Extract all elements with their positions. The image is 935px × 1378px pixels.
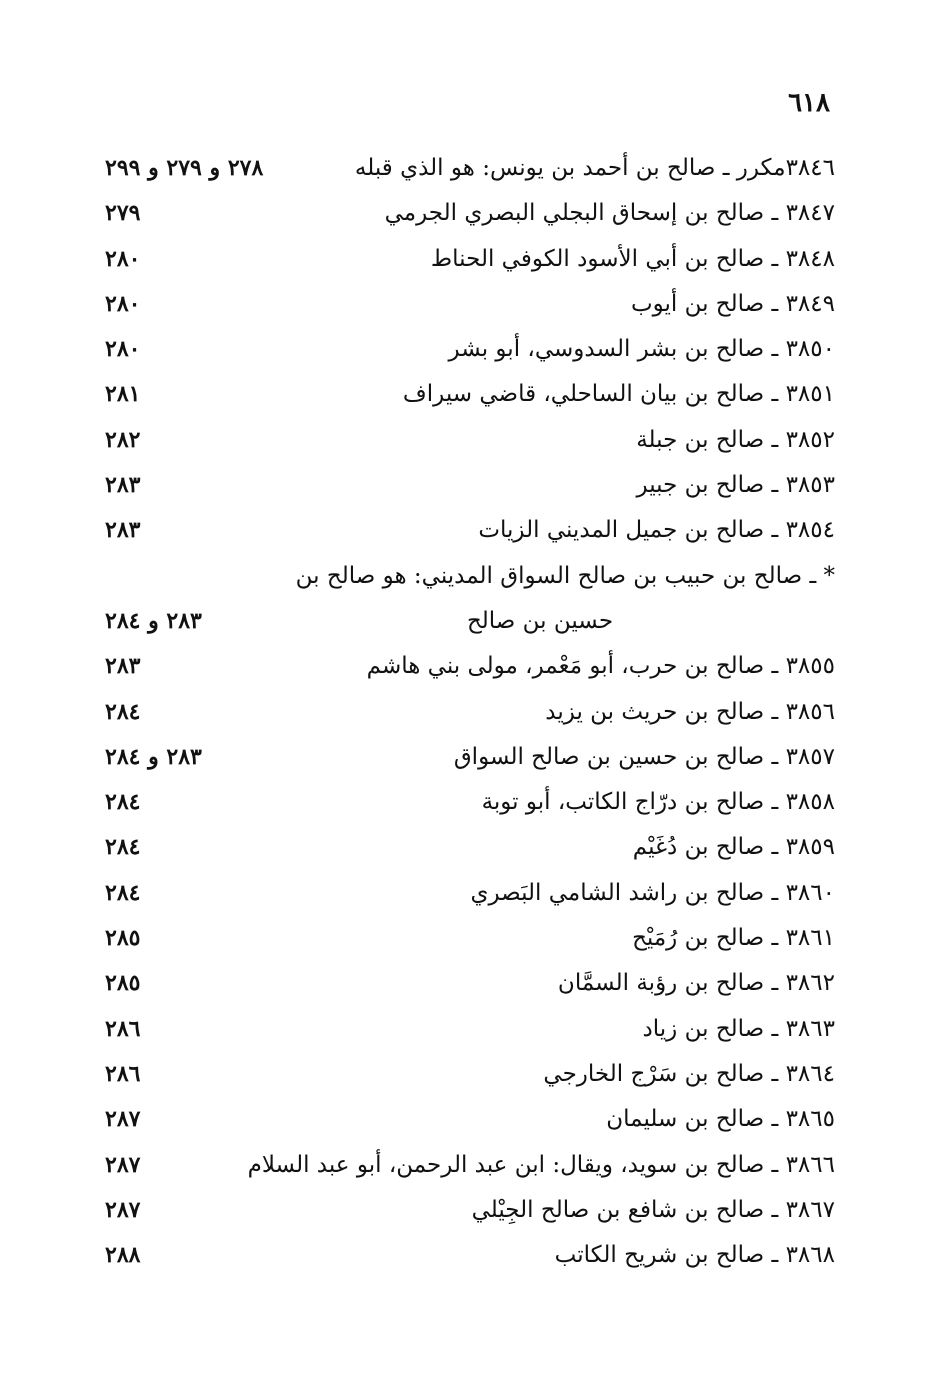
- index-entry: [105, 690, 835, 735]
- entry-title: ٣٨٦٣ ـ صالح بن زياد: [642, 1015, 835, 1042]
- entry-page-refs: ٢٧٩: [105, 200, 141, 227]
- index-entry: [105, 1233, 835, 1278]
- entry-title: ٣٨٥٦ ـ صالح بن حريث بن يزيد: [545, 698, 835, 725]
- entry-page-refs: ٢٨٠: [105, 290, 141, 317]
- entry-title: ٣٨٤٦مكرر ـ صالح بن أحمد بن يونس: هو الذي قبله: [354, 155, 835, 181]
- index-entry: [105, 825, 835, 870]
- entry-page-refs: ٢٨٧: [105, 1106, 141, 1133]
- entry-page-refs: ٢٨٣ و ٢٨٤: [105, 607, 202, 634]
- index-entry: [105, 1143, 835, 1188]
- entry-page-refs: ٢٨٣: [105, 653, 141, 680]
- index-entry: [105, 1052, 835, 1097]
- entry-title: * ـ صالح بن حبيب بن صالح السواق المديني: هو صالح بن: [295, 562, 835, 589]
- entry-page-refs: ٢٨٥: [105, 925, 141, 952]
- entry-title: ٣٨٦٦ ـ صالح بن سويد، ويقال: ابن عبد الرحمن، أبو عبد السلام: [247, 1151, 835, 1178]
- entry-page-refs: ٢٨٤: [105, 879, 141, 906]
- entry-page-refs: ٢٨٠: [105, 245, 141, 272]
- entry-title: ٣٨٥٩ ـ صالح بن دُغَيْم: [632, 834, 835, 861]
- entry-title: ٣٨٥٣ ـ صالح بن جبير: [636, 472, 835, 499]
- page-number: ٦١٨: [788, 88, 830, 118]
- entry-page-refs: ٢٨١: [105, 381, 141, 408]
- entry-title: ٣٨٥٤ ـ صالح بن جميل المديني الزيات: [478, 517, 835, 544]
- entry-title: ٣٨٥٥ ـ صالح بن حرب، أبو مَعْمر، مولى بني هاشم: [366, 653, 835, 680]
- index-entry: [105, 237, 835, 282]
- index-entry: [105, 961, 835, 1006]
- entry-page-refs: ٢٨٨: [105, 1242, 141, 1269]
- index-entry: [105, 1007, 835, 1052]
- entry-title: ٣٨٥٢ ـ صالح بن جبلة: [636, 426, 835, 453]
- entry-page-refs: ٢٨٤: [105, 698, 141, 725]
- entry-title: حسين بن صالح: [466, 607, 614, 634]
- index-entry: [105, 463, 835, 508]
- index-list: [105, 146, 835, 1278]
- entry-title: ٣٨٥٠ ـ صالح بن بشر السدوسي، أبو بشر: [448, 336, 835, 363]
- entry-title: ٣٨٦٠ ـ صالح بن راشد الشامي البَصري: [470, 879, 835, 906]
- entry-page-refs: ٢٧٨ و ٢٧٩ و ٢٩٩: [105, 155, 264, 181]
- index-entry: [105, 418, 835, 463]
- entry-page-refs: ٢٨٤: [105, 834, 141, 861]
- entry-page-refs: ٢٨٢: [105, 426, 141, 453]
- entry-title: ٣٨٥٧ ـ صالح بن حسين بن صالح السواق: [453, 743, 835, 770]
- entry-page-refs: ٢٨٣: [105, 472, 141, 499]
- index-entry: [105, 1188, 835, 1233]
- index-entry: [105, 146, 835, 191]
- entry-title: ٣٨٦٤ ـ صالح بن سَرْج الخارجي: [543, 1060, 835, 1087]
- entry-page-refs: ٢٨٣: [105, 517, 141, 544]
- index-entry: [105, 327, 835, 372]
- index-entry: [105, 780, 835, 825]
- entry-title: ٣٨٦٧ ـ صالح بن شافع بن صالح الجِيْلي: [471, 1196, 835, 1223]
- entry-page-refs: ٢٨٠: [105, 336, 141, 363]
- index-entry: [105, 871, 835, 916]
- index-entry: [105, 916, 835, 961]
- index-entry: [105, 644, 835, 689]
- index-entry: [105, 735, 835, 780]
- index-entry: [105, 599, 835, 644]
- index-entry: [105, 191, 835, 236]
- entry-title: ٣٨٤٩ ـ صالح بن أيوب: [630, 290, 835, 317]
- entry-title: ٣٨٥٨ ـ صالح بن درّاج الكاتب، أبو توبة: [481, 789, 835, 816]
- entry-page-refs: ٢٨٧: [105, 1151, 141, 1178]
- entry-title: ٣٨٦٥ ـ صالح بن سليمان: [606, 1106, 835, 1133]
- index-entry: [105, 1097, 835, 1142]
- entry-page-refs: ٢٨٣ و ٢٨٤: [105, 743, 202, 770]
- entry-title: ٣٨٤٧ ـ صالح بن إسحاق البجلي البصري الجرمي: [384, 200, 835, 227]
- entry-title: ٣٨٦٢ ـ صالح بن رؤبة السمَّان: [557, 970, 835, 997]
- index-entry: [105, 282, 835, 327]
- entry-page-refs: ٢٨٤: [105, 789, 141, 816]
- index-entry: [105, 508, 835, 553]
- entry-title: ٣٨٦٨ ـ صالح بن شريح الكاتب: [554, 1242, 835, 1269]
- entry-page-refs: ٢٨٦: [105, 1060, 141, 1087]
- index-entry: [105, 372, 835, 417]
- index-entry: [105, 554, 835, 599]
- entry-title: ٣٨٤٨ ـ صالح بن أبي الأسود الكوفي الحناط: [430, 245, 835, 272]
- entry-page-refs: ٢٨٧: [105, 1196, 141, 1223]
- entry-page-refs: ٢٨٦: [105, 1015, 141, 1042]
- entry-title: ٣٨٥١ ـ صالح بن بيان الساحلي، قاضي سيراف: [402, 381, 835, 408]
- entry-page-refs: ٢٨٥: [105, 970, 141, 997]
- entry-title: ٣٨٦١ ـ صالح بن رُمَيْح: [632, 925, 835, 952]
